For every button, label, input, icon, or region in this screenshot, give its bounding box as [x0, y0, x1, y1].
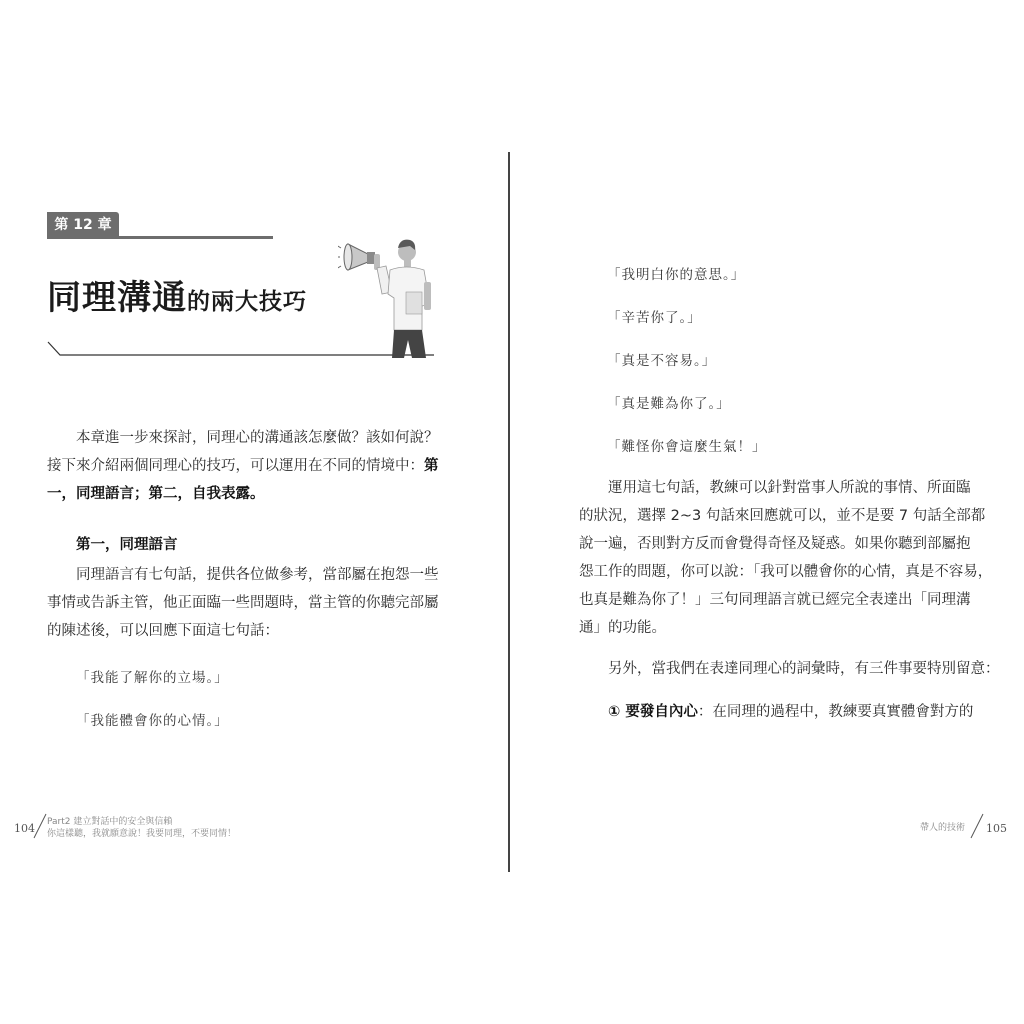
chapter-label: 第 12 章	[47, 212, 119, 239]
folio-slash-left	[33, 813, 47, 839]
page-number-right: 105	[986, 822, 1007, 835]
quote-5: 「真是不容易。」	[607, 353, 717, 369]
megaphone-person-illustration	[338, 234, 438, 358]
usage-line-4: 怨工作的問題，你可以說：「我可以體會你的心情，真是不容易，	[579, 564, 993, 580]
section-paragraph	[47, 561, 439, 645]
usage-line-2: 的狀況，選擇 2~3 句話來回應就可以，並不是要 7 句話全部都	[579, 508, 986, 524]
intro-line-2	[47, 452, 439, 480]
intro-line-3	[47, 480, 439, 508]
usage-line-6: 通」的功能。	[579, 620, 666, 636]
footer-subtitle: 你這樣聽，我就願意說！我要同理，不要同情！	[47, 829, 237, 839]
point-1-text: ：在同理的過程中，教練要真實體會對方的	[697, 704, 974, 720]
chapter-rule	[119, 236, 273, 239]
quote-3: 「我明白你的意思。」	[607, 267, 746, 283]
section-line-1: 同理語言有七句話，提供各位做參考，當部屬在抱怨一些	[76, 567, 439, 583]
usage-line-1: 運用這七句話，教練可以針對當事人所說的事情、所面臨	[608, 480, 971, 496]
section-line-2: 事情或告訴主管，他正面臨一些問題時，當主管的你聽完部屬	[47, 595, 439, 611]
usage-line-3: 說一遍，否則對方反而會覺得奇怪及疑惑。如果你聽到部屬抱	[579, 536, 971, 552]
quote-1: 「我能了解你的立場。」	[76, 670, 229, 686]
chapter-title	[47, 270, 307, 319]
page-gutter	[508, 152, 510, 872]
usage-paragraph	[579, 474, 993, 642]
intro-line-1: 本章進一步來探討，同理心的溝通該怎麼做？該如何說？	[76, 430, 439, 446]
caution-paragraph: 另外，當我們在表達同理心的詞彙時，有三件事要特別留意：	[608, 661, 1000, 677]
footer-part: Part2 建立對話中的安全與信賴	[47, 817, 173, 827]
quote-7: 「難怪你會這麼生氣！」	[607, 439, 767, 455]
section-line-3: 的陳述後，可以回應下面這七句話：	[47, 623, 279, 639]
chapter-title-rest: 的兩大技巧	[187, 289, 307, 315]
page-number-left: 104	[14, 822, 35, 835]
intro-bold-line: 一，同理語言；第二，自我表露。	[47, 486, 265, 502]
folio-slash-right	[970, 813, 984, 839]
point-1-label: ① 要發自內心	[608, 704, 698, 720]
quote-4: 「辛苦你了。」	[607, 310, 702, 326]
quote-6: 「真是難為你了。」	[607, 396, 731, 412]
intro-paragraph	[47, 424, 439, 508]
section-heading: 第一，同理語言	[76, 537, 178, 553]
point-1	[608, 698, 973, 726]
intro-line-2-text: 接下來介紹兩個同理心的技巧，可以運用在不同的情境中：	[47, 458, 424, 474]
usage-line-5: 也真是難為你了！」三句同理語言就已經完全表達出「同理溝	[579, 592, 971, 608]
chapter-title-main: 同理溝通	[47, 278, 187, 318]
quote-2: 「我能體會你的心情。」	[76, 713, 229, 729]
folio-left	[47, 816, 236, 840]
intro-bold-tail: 第	[424, 458, 439, 474]
footer-book-title: 帶人的技術	[920, 823, 966, 833]
